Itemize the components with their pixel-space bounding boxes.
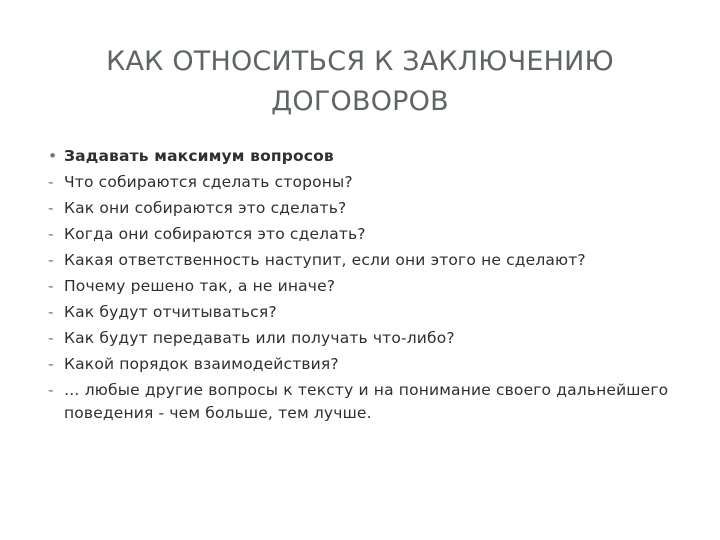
slide-title [40,42,680,122]
list-item [48,249,688,272]
list-item [48,301,688,324]
title-line-2: ДОГОВОРОВ [271,86,449,117]
bullet-icon: • [48,147,58,165]
list-item [48,327,688,350]
list-item-text: … любые другие вопросы к тексту и на понимание своего дальнейшего поведения - чем больше, тем лучше. [64,381,669,422]
dash-icon: - [48,173,54,191]
list-item-text: Что собираются сделать стороны? [64,173,353,191]
dash-icon: - [48,303,54,321]
list-item [48,171,688,194]
list-item [48,223,688,246]
list-item-text: Как будут отчитываться? [64,303,277,321]
dash-icon: - [48,225,54,243]
heading-bullet [48,145,688,168]
list-item-text: Какой порядок взаимодействия? [64,355,339,373]
heading-text: Задавать максимум вопросов [64,147,334,165]
dash-icon: - [48,355,54,373]
list-item-text: Когда они собираются это сделать? [64,225,366,243]
list-item [48,275,688,298]
list-item-text: Почему решено так, а не иначе? [64,277,336,295]
list-item [48,379,688,425]
list-item-text: Какая ответственность наступит, если они этого не сделают? [64,251,586,269]
list-item [48,353,688,376]
question-list [48,145,688,425]
list-item-text: Как они собираются это сделать? [64,199,347,217]
list-item-text: Как будут передавать или получать что-либо? [64,329,455,347]
dash-icon: - [48,199,54,217]
dash-icon: - [48,329,54,347]
title-line-1: КАК ОТНОСИТЬСЯ К ЗАКЛЮЧЕНИЮ [106,46,614,77]
dash-icon: - [48,277,54,295]
list-item [48,197,688,220]
dash-icon: - [48,381,54,399]
dash-icon: - [48,251,54,269]
slide-content [48,145,688,428]
